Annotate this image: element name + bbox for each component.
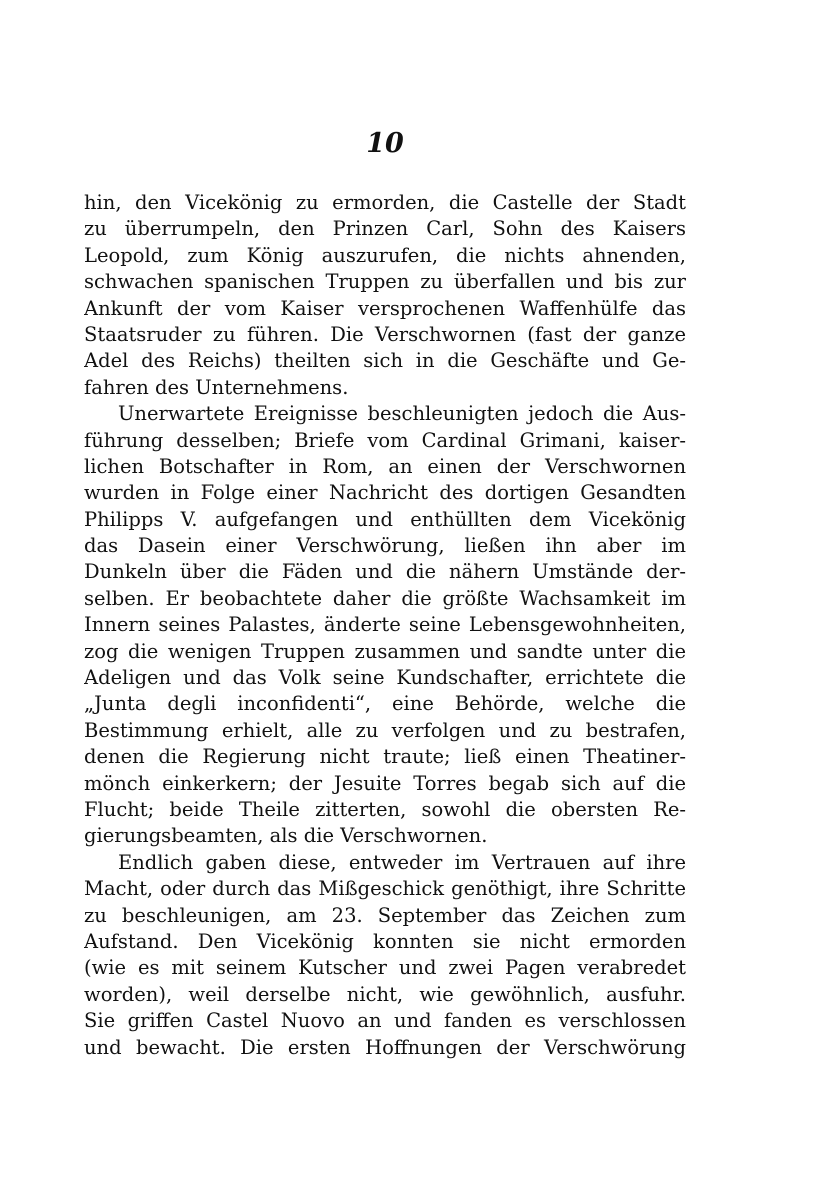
text-line: Dunkeln über die Fäden und die nähern Umstände der- xyxy=(84,560,686,584)
text-line: Ankunft der vom Kaiser versprochenen Waffenhülfe das xyxy=(84,296,686,320)
text-line: Macht, oder durch das Mißgeschick genöthigt, ihre Schritte xyxy=(84,877,686,901)
text-line: fahren des Unternehmens. xyxy=(84,375,349,399)
text-line: das Dasein einer Verschwörung, ließen ihn aber im xyxy=(84,534,686,558)
text-line: wurden in Folge einer Nachricht des dortigen Gesandten xyxy=(84,481,686,505)
text-line: zu beschleunigen, am 23. September das Zeichen zum xyxy=(84,903,686,927)
text-line: Adeligen und das Volk seine Kundschafter, errichtete die xyxy=(84,666,686,690)
text-line: gierungsbeamten, als die Verschwornen. xyxy=(84,824,488,848)
text-line: zu überrumpeln, den Prinzen Carl, Sohn des Kaisers xyxy=(84,217,686,241)
text-line: Bestimmung erhielt, alle zu verfolgen und zu bestrafen, xyxy=(84,718,686,742)
page-number: 10 xyxy=(366,128,404,159)
text-line: Staatsruder zu führen. Die Verschwornen (fast der ganze xyxy=(84,322,686,346)
text-line: denen die Regierung nicht traute; ließ einen Theatiner- xyxy=(84,745,686,769)
paragraph xyxy=(84,190,686,401)
text-line: Leopold, zum König auszurufen, die nichts ahnenden, xyxy=(84,243,686,267)
text-line: Endlich gaben diese, entweder im Vertrauen auf ihre xyxy=(118,850,686,874)
text-line: Sie griffen Castel Nuovo an und fanden es verschlossen xyxy=(84,1009,686,1033)
text-line: hin, den Vicekönig zu ermorden, die Castelle der Stadt xyxy=(84,191,686,214)
paragraph xyxy=(84,850,686,1061)
text-line: selben. Er beobachtete daher die größte Wachsamkeit im xyxy=(84,586,686,610)
text-line: (wie es mit seinem Kutscher und zwei Pagen verabredet xyxy=(84,956,686,980)
text-line: Philipps V. aufgefangen und enthüllten dem Vicekönig xyxy=(84,507,686,531)
text-line: und bewacht. Die ersten Hoffnungen der Verschwörung xyxy=(84,1035,686,1059)
text-line: Innern seines Palastes, änderte seine Lebensgewohnheiten, xyxy=(84,613,686,637)
text-line: schwachen spanischen Truppen zu überfallen und bis zur xyxy=(84,270,686,294)
text-line: Flucht; beide Theile zitterten, sowohl die obersten Re- xyxy=(84,797,686,821)
text-line: mönch einkerkern; der Jesuite Torres begab sich auf die xyxy=(84,771,686,795)
text-line: Unerwartete Ereignisse beschleunigten jedoch die Aus- xyxy=(118,402,686,426)
text-line: worden), weil derselbe nicht, wie gewöhnlich, ausfuhr. xyxy=(84,982,686,1006)
text-line: „Junta degli inconfidenti“, eine Behörde, welche die xyxy=(84,692,686,716)
body-text xyxy=(84,190,686,1061)
paragraph xyxy=(84,401,686,850)
text-line: zog die wenigen Truppen zusammen und sandte unter die xyxy=(84,639,686,663)
text-line: führung desselben; Briefe vom Cardinal Grimani, kaiser- xyxy=(84,428,686,452)
text-line: Aufstand. Den Vicekönig konnten sie nicht ermorden xyxy=(84,929,686,953)
text-line: lichen Botschafter in Rom, an einen der Verschwornen xyxy=(84,454,686,478)
text-line: Adel des Reichs) theilten sich in die Geschäfte und Ge- xyxy=(84,349,686,373)
